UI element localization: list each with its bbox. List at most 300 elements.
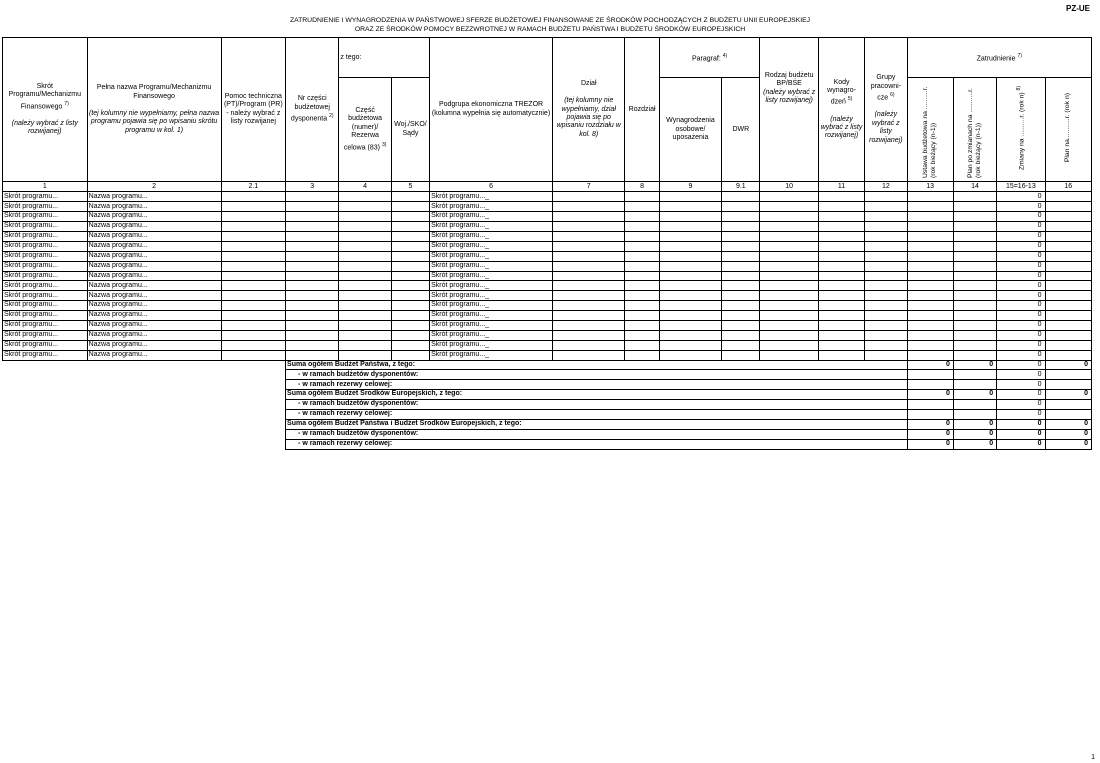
cell-skrot[interactable]: Skrót programu... [3,192,88,202]
cell-skrot[interactable]: Skrót programu... [3,320,88,330]
input-cell[interactable] [625,340,659,350]
input-cell[interactable] [760,311,818,321]
input-cell[interactable] [221,241,285,251]
input-cell[interactable] [907,301,953,311]
input-cell[interactable] [391,222,429,232]
input-cell[interactable] [865,271,907,281]
input-cell[interactable] [659,241,721,251]
input-cell[interactable] [552,350,625,360]
input-cell[interactable] [391,311,429,321]
input-cell[interactable] [865,202,907,212]
input-cell[interactable] [659,281,721,291]
input-cell[interactable] [907,291,953,301]
input-cell[interactable] [1045,281,1092,291]
input-cell[interactable] [818,330,864,340]
input-cell[interactable] [1045,231,1092,241]
input-cell[interactable] [1045,340,1092,350]
summary-value [953,370,996,380]
input-cell[interactable] [625,350,659,360]
input-cell[interactable] [722,251,760,261]
input-cell[interactable] [286,222,339,232]
input-cell[interactable] [818,222,864,232]
cell-skrot[interactable]: Skrót programu... [3,340,88,350]
cell-skrot[interactable]: Skrót programu... [3,301,88,311]
input-cell[interactable] [760,291,818,301]
input-cell[interactable] [625,241,659,251]
input-cell[interactable] [221,261,285,271]
input-cell[interactable] [818,301,864,311]
summary-value [907,380,953,390]
input-cell[interactable] [953,350,996,360]
input-cell[interactable] [339,311,391,321]
input-cell[interactable] [907,281,953,291]
input-cell[interactable] [552,222,625,232]
input-cell[interactable] [221,202,285,212]
input-cell[interactable] [659,192,721,202]
input-cell[interactable] [552,241,625,251]
summary-row [3,429,1092,439]
input-cell[interactable] [391,281,429,291]
cell-skrot[interactable]: Skrót programu... [3,281,88,291]
input-cell[interactable] [552,291,625,301]
header-skrot: Skrót Programu/Mechanizmu Finansowego $^{7)}$ (należy wybrać z listy rozwijanej) [3,38,88,182]
input-cell[interactable] [865,241,907,251]
input-cell[interactable] [286,291,339,301]
column-number: 12 [865,182,907,192]
input-cell[interactable] [221,330,285,340]
input-cell[interactable] [953,320,996,330]
input-cell[interactable] [625,281,659,291]
input-cell[interactable] [286,320,339,330]
input-cell[interactable] [552,320,625,330]
input-cell[interactable] [391,301,429,311]
input-cell[interactable] [625,320,659,330]
input-cell[interactable] [953,212,996,222]
input-cell[interactable] [391,271,429,281]
input-cell[interactable] [552,271,625,281]
input-cell[interactable] [659,271,721,281]
input-cell[interactable] [221,350,285,360]
input-cell[interactable] [625,330,659,340]
input-cell[interactable] [659,261,721,271]
input-cell[interactable] [659,212,721,222]
cell-zmiany: 0 [997,330,1045,340]
header-z-tego: z tego: [339,38,430,78]
input-cell[interactable] [552,261,625,271]
input-cell[interactable] [1045,330,1092,340]
input-cell[interactable] [552,340,625,350]
summary-value [1045,410,1092,420]
input-cell[interactable] [953,202,996,212]
input-cell[interactable] [722,311,760,321]
input-cell[interactable] [339,192,391,202]
input-cell[interactable] [339,271,391,281]
input-cell[interactable] [865,281,907,291]
input-cell[interactable] [221,291,285,301]
input-cell[interactable] [760,320,818,330]
input-cell[interactable] [760,330,818,340]
input-cell[interactable] [818,212,864,222]
input-cell[interactable] [722,192,760,202]
input-cell[interactable] [907,350,953,360]
cell-skrot[interactable]: Skrót programu... [3,202,88,212]
input-cell[interactable] [722,320,760,330]
input-cell[interactable] [286,311,339,321]
input-cell[interactable] [625,291,659,301]
input-cell[interactable] [760,251,818,261]
input-cell[interactable] [722,301,760,311]
input-cell[interactable] [221,251,285,261]
input-cell[interactable] [953,301,996,311]
cell-nazwa: Nazwa programu... [87,311,221,321]
input-cell[interactable] [221,222,285,232]
input-cell[interactable] [286,202,339,212]
input-cell[interactable] [659,301,721,311]
input-cell[interactable] [760,192,818,202]
input-cell[interactable] [865,330,907,340]
summary-value [953,380,996,390]
input-cell[interactable] [953,291,996,301]
input-cell[interactable] [953,271,996,281]
input-cell[interactable] [865,192,907,202]
summary-value: 0 [997,380,1045,390]
input-cell[interactable] [391,251,429,261]
input-cell[interactable] [818,340,864,350]
column-number: 2.1 [221,182,285,192]
input-cell[interactable] [953,251,996,261]
title-line-2: ORAZ ZE ŚRODKÓW POMOCY BEZZWROTNEJ W RAMACH BUDŻETU PAŃSTWA I BUDŻETU ŚRODKÓW EUROPEJSKICH [354,26,746,33]
cell-skrot[interactable]: Skrót programu... [3,231,88,241]
input-cell[interactable] [953,192,996,202]
summary-row [3,439,1092,449]
input-cell[interactable] [865,301,907,311]
input-cell[interactable] [1045,192,1092,202]
input-cell[interactable] [391,330,429,340]
input-cell[interactable] [391,350,429,360]
input-cell[interactable] [1045,291,1092,301]
input-cell[interactable] [865,320,907,330]
cell-zmiany: 0 [997,231,1045,241]
input-cell[interactable] [1045,261,1092,271]
input-cell[interactable] [391,291,429,301]
input-cell[interactable] [552,301,625,311]
input-cell[interactable] [391,320,429,330]
input-cell[interactable] [953,340,996,350]
input-cell[interactable] [339,222,391,232]
table-row [3,222,1092,232]
input-cell[interactable] [760,202,818,212]
table-row [3,251,1092,261]
input-cell[interactable] [286,231,339,241]
input-cell[interactable] [286,261,339,271]
input-cell[interactable] [760,271,818,281]
input-cell[interactable] [907,212,953,222]
cell-skrot[interactable]: Skrót programu... [3,330,88,340]
summary-row [3,380,1092,390]
input-cell[interactable] [391,202,429,212]
input-cell[interactable] [286,330,339,340]
summary-value: 0 [997,429,1045,439]
cell-skrot[interactable]: Skrót programu... [3,222,88,232]
input-cell[interactable] [907,261,953,271]
input-cell[interactable] [391,340,429,350]
input-cell[interactable] [391,192,429,202]
input-cell[interactable] [552,192,625,202]
input-cell[interactable] [818,261,864,271]
cell-skrot[interactable]: Skrót programu... [3,251,88,261]
input-cell[interactable] [865,231,907,241]
input-cell[interactable] [818,350,864,360]
input-cell[interactable] [221,281,285,291]
input-cell[interactable] [625,222,659,232]
input-cell[interactable] [818,192,864,202]
cell-podgrupa: Skrót programu..._ [430,330,553,340]
input-cell[interactable] [1045,311,1092,321]
table-row [3,241,1092,251]
input-cell[interactable] [1045,271,1092,281]
summary-label: Suma ogółem Budżet Środków Europejskich, z tego: [286,390,907,400]
input-cell[interactable] [865,222,907,232]
input-cell[interactable] [552,231,625,241]
cell-skrot[interactable]: Skrót programu... [3,271,88,281]
input-cell[interactable] [953,330,996,340]
header-rozdzial: Rozdział [625,38,659,182]
input-cell[interactable] [818,291,864,301]
input-cell[interactable] [907,231,953,241]
input-cell[interactable] [907,241,953,251]
input-cell[interactable] [722,350,760,360]
input-cell[interactable] [760,231,818,241]
input-cell[interactable] [907,320,953,330]
input-cell[interactable] [953,311,996,321]
input-cell[interactable] [221,320,285,330]
input-cell[interactable] [659,340,721,350]
input-cell[interactable] [722,241,760,251]
input-cell[interactable] [1045,212,1092,222]
input-cell[interactable] [1045,301,1092,311]
input-cell[interactable] [221,271,285,281]
input-cell[interactable] [818,231,864,241]
input-cell[interactable] [339,340,391,350]
input-cell[interactable] [865,291,907,301]
input-cell[interactable] [818,241,864,251]
summary-label: - w ramach rezerwy celowej: [286,410,907,420]
input-cell[interactable] [391,231,429,241]
cell-zmiany: 0 [997,251,1045,261]
input-cell[interactable] [625,261,659,271]
cell-skrot[interactable]: Skrót programu... [3,212,88,222]
summary-value [907,400,953,410]
input-cell[interactable] [659,320,721,330]
summary-value [953,400,996,410]
input-cell[interactable] [907,271,953,281]
input-cell[interactable] [552,281,625,291]
input-cell[interactable] [286,251,339,261]
input-cell[interactable] [760,340,818,350]
input-cell[interactable] [286,241,339,251]
input-cell[interactable] [907,330,953,340]
input-cell[interactable] [865,311,907,321]
input-cell[interactable] [659,350,721,360]
input-cell[interactable] [760,212,818,222]
input-cell[interactable] [818,281,864,291]
input-cell[interactable] [760,261,818,271]
input-cell[interactable] [221,192,285,202]
input-cell[interactable] [625,311,659,321]
input-cell[interactable] [760,350,818,360]
input-cell[interactable] [221,340,285,350]
input-cell[interactable] [818,202,864,212]
input-cell[interactable] [722,212,760,222]
input-cell[interactable] [865,340,907,350]
input-cell[interactable] [907,311,953,321]
input-cell[interactable] [1045,241,1092,251]
input-cell[interactable] [865,251,907,261]
title-line-1: ZATRUDNIENIE I WYNAGRODZENIA W PAŃSTWOWEJ SFERZE BUDŻETOWEJ FINANSOWANE ZE ŚRODKÓW POCHODZĄCYCH Z BUDŻETU UNII EUROPEJSKIEJ [289,17,811,24]
input-cell[interactable] [659,330,721,340]
input-cell[interactable] [659,311,721,321]
input-cell[interactable] [286,271,339,281]
input-cell[interactable] [953,241,996,251]
input-cell[interactable] [339,350,391,360]
data-rows [3,192,1092,360]
cell-skrot[interactable]: Skrót programu... [3,350,88,360]
input-cell[interactable] [722,231,760,241]
input-cell[interactable] [907,202,953,212]
input-cell[interactable] [953,231,996,241]
summary-label: - w ramach budżetów dysponentów: [286,429,907,439]
input-cell[interactable] [552,251,625,261]
header-pomoc: Pomoc techniczna (PT)/Program (PR) - należy wybrać z listy rozwijanej [221,38,285,182]
cell-podgrupa: Skrót programu..._ [430,261,553,271]
cell-skrot[interactable]: Skrót programu... [3,311,88,321]
input-cell[interactable] [907,222,953,232]
input-cell[interactable] [760,222,818,232]
input-cell[interactable] [552,330,625,340]
input-cell[interactable] [221,231,285,241]
input-cell[interactable] [722,202,760,212]
input-cell[interactable] [760,241,818,251]
input-cell[interactable] [339,281,391,291]
input-cell[interactable] [1045,202,1092,212]
input-cell[interactable] [953,281,996,291]
cell-nazwa: Nazwa programu... [87,291,221,301]
input-cell[interactable] [221,311,285,321]
input-cell[interactable] [339,330,391,340]
input-cell[interactable] [907,251,953,261]
input-cell[interactable] [339,202,391,212]
cell-zmiany: 0 [997,301,1045,311]
input-cell[interactable] [552,212,625,222]
input-cell[interactable] [625,251,659,261]
input-cell[interactable] [339,261,391,271]
cell-podgrupa: Skrót programu..._ [430,222,553,232]
input-cell[interactable] [953,222,996,232]
table-row [3,271,1092,281]
input-cell[interactable] [865,212,907,222]
input-cell[interactable] [339,241,391,251]
input-cell[interactable] [625,231,659,241]
summary-value: 0 [1045,360,1092,370]
input-cell[interactable] [907,192,953,202]
input-cell[interactable] [760,301,818,311]
input-cell[interactable] [818,251,864,261]
input-cell[interactable] [625,192,659,202]
input-cell[interactable] [722,261,760,271]
summary-value: 0 [997,370,1045,380]
input-cell[interactable] [339,212,391,222]
input-cell[interactable] [552,311,625,321]
input-cell[interactable] [818,271,864,281]
input-cell[interactable] [286,350,339,360]
input-cell[interactable] [722,340,760,350]
input-cell[interactable] [722,330,760,340]
input-cell[interactable] [659,231,721,241]
input-cell[interactable] [865,350,907,360]
cell-nazwa: Nazwa programu... [87,251,221,261]
header-woj: Woj./SKO/ Sądy [391,78,429,182]
input-cell[interactable] [625,212,659,222]
cell-skrot[interactable]: Skrót programu... [3,291,88,301]
input-cell[interactable] [722,271,760,281]
input-cell[interactable] [722,281,760,291]
input-cell[interactable] [391,261,429,271]
input-cell[interactable] [625,202,659,212]
input-cell[interactable] [760,281,818,291]
input-cell[interactable] [552,202,625,212]
input-cell[interactable] [1045,350,1092,360]
input-cell[interactable] [625,301,659,311]
input-cell[interactable] [286,301,339,311]
input-cell[interactable] [391,212,429,222]
input-cell[interactable] [221,212,285,222]
input-cell[interactable] [221,301,285,311]
summary-row [3,360,1092,370]
input-cell[interactable] [286,212,339,222]
input-cell[interactable] [286,340,339,350]
input-cell[interactable] [1045,251,1092,261]
input-cell[interactable] [391,241,429,251]
input-cell[interactable] [659,251,721,261]
input-cell[interactable] [339,251,391,261]
input-cell[interactable] [659,291,721,301]
input-cell[interactable] [1045,222,1092,232]
input-cell[interactable] [953,261,996,271]
input-cell[interactable] [907,340,953,350]
input-cell[interactable] [339,231,391,241]
input-cell[interactable] [286,192,339,202]
input-cell[interactable] [286,281,339,291]
input-cell[interactable] [722,222,760,232]
input-cell[interactable] [339,301,391,311]
input-cell[interactable] [659,222,721,232]
input-cell[interactable] [818,311,864,321]
input-cell[interactable] [659,202,721,212]
input-cell[interactable] [339,291,391,301]
input-cell[interactable] [722,291,760,301]
cell-skrot[interactable]: Skrót programu... [3,241,88,251]
input-cell[interactable] [339,320,391,330]
input-cell[interactable] [818,320,864,330]
cell-skrot[interactable]: Skrót programu... [3,261,88,271]
input-cell[interactable] [1045,320,1092,330]
input-cell[interactable] [865,261,907,271]
column-number: 3 [286,182,339,192]
cell-nazwa: Nazwa programu... [87,231,221,241]
cell-podgrupa: Skrót programu..._ [430,291,553,301]
cell-nazwa: Nazwa programu... [87,350,221,360]
input-cell[interactable] [625,271,659,281]
